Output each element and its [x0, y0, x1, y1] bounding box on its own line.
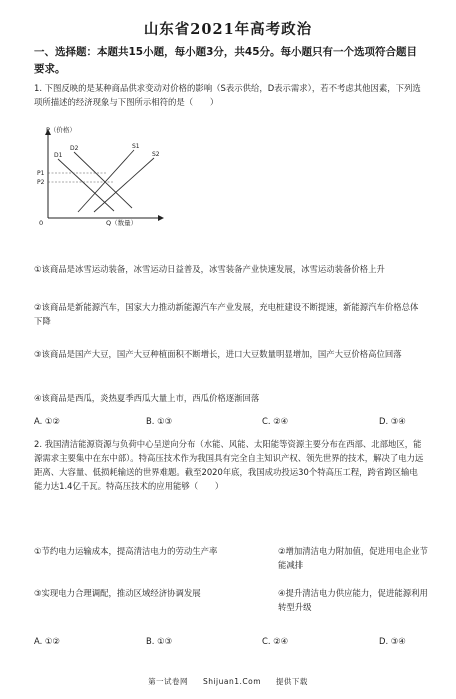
q1-statement-3: ③该商品是国产大豆，国产大豆种植面积不断增长，进口大豆数量明显增加，国产大豆价格高位回落 [34, 349, 402, 359]
curve-s1 [78, 150, 134, 212]
question-2-stem: 2. 我国清洁能源资源与负荷中心呈逆向分布（水能、风能、太阳能等资源主要分布在西部、北部地区，能源需求主要集中在东中部）。特高压技术作为我国具有完全自主知识产权、领先世界的技术，解决了电力远距离、大容量、低损耗输送的世界难题。截至2020年底，我国成功投运30个特高压工程，跨省跨区输电能力达1.4亿千瓦。特高压技术的应用能够（ ） [34, 439, 424, 491]
label-p1: P1 [37, 170, 45, 177]
q2-statement-1: ①节约电力运输成本，提高清洁电力的劳动生产率 [34, 546, 218, 556]
label-s2: S2 [152, 151, 160, 158]
footer-site-url[interactable]: Shijuan1.Com [202, 677, 262, 686]
page-footer [0, 676, 456, 687]
section-header: 一、选择题：本题共15小题，每小题3分，共45分。每小题只有一个选项符合题目要求。 [34, 46, 418, 75]
footer-site-name: 第一试卷网 [148, 677, 189, 686]
q2-statement-2: ②增加清洁电力附加值，促进用电企业节能减排 [278, 546, 428, 570]
q1-statement-1: ①该商品是冰雪运动装备，冰雪运动日益普及，冰雪装备产业快速发展，冰雪运动装备价格上升 [34, 264, 385, 274]
curve-s2 [94, 158, 154, 212]
footer-note: 提供下载 [275, 677, 308, 686]
q1-statement-4: ④该商品是西瓜，炎热夏季西瓜大量上市，西瓜价格逐渐回落 [34, 393, 260, 403]
x-axis-label: Q（数量） [106, 219, 138, 226]
q1-options [34, 414, 426, 428]
q1-statement-2: ②该商品是新能源汽车，国家大力推动新能源汽车产业发展，充电桩建设不断提速，新能源汽车价格总体下降 [34, 302, 419, 326]
q2-statement-4: ④提升清洁电力供应能力，促进能源利用转型升级 [278, 588, 428, 612]
question-1-stem: 1. 下图反映的是某种商品供求变动对价格的影响（S表示供给，D表示需求），若不考虑其他因素，下列选项所描述的经济现象与下图所示相符的是（ ） [34, 83, 421, 107]
label-d1: D1 [54, 152, 63, 159]
q2-statement-3: ③实现电力合理调配，推动区域经济协调发展 [34, 588, 201, 598]
label-s1: S1 [132, 143, 140, 150]
page-title: 山东省2021年高考政治 [143, 21, 313, 38]
q2-options [34, 634, 426, 648]
q1-option-a[interactable]: A. ①② [34, 416, 60, 426]
q2-option-d[interactable]: D. ③④ [379, 636, 406, 646]
supply-demand-chart [36, 126, 166, 226]
q2-option-b[interactable]: B. ①③ [146, 636, 173, 646]
q2-option-c[interactable]: C. ②④ [262, 636, 289, 646]
origin-label: 0 [39, 219, 44, 226]
label-d2: D2 [70, 145, 79, 152]
q1-option-b[interactable]: B. ①③ [146, 416, 173, 426]
q2-option-a[interactable]: A. ①② [34, 636, 60, 646]
q1-option-c[interactable]: C. ②④ [262, 416, 289, 426]
label-p2: P2 [37, 179, 45, 186]
y-axis-label: P（价格） [46, 126, 76, 134]
q1-option-d[interactable]: D. ③④ [379, 416, 406, 426]
curve-d2 [74, 152, 132, 208]
